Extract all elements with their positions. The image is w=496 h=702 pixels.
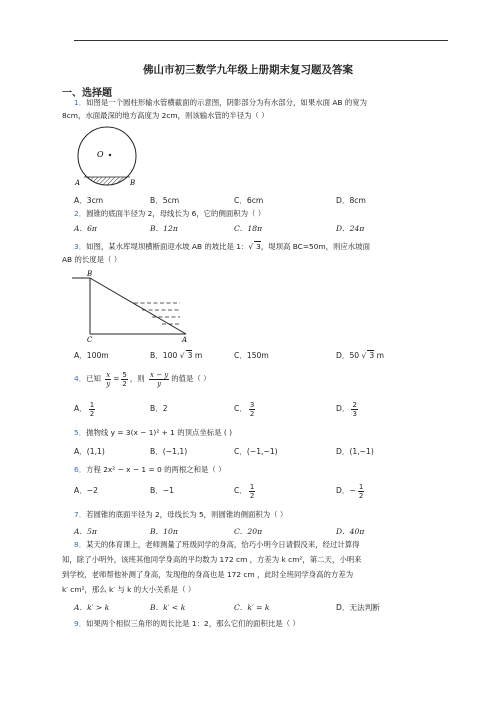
q2-number: 2． <box>74 209 87 218</box>
q2-option-b[interactable]: B．12π <box>150 224 178 233</box>
fig-label-a: A <box>75 179 81 187</box>
q7-option-b[interactable]: B．10π <box>150 527 178 536</box>
q3-option-d[interactable]: D．50 √ 3 m <box>336 351 385 360</box>
q8-text-1: 某天的体育课上，老师测量了班级同学的身高，恰巧小明今日请假没来，经过计算得 <box>86 540 360 549</box>
q7-number: 7． <box>74 510 87 519</box>
q5-option-b[interactable]: B．(−1,1) <box>150 447 188 456</box>
q6-line <box>74 465 226 475</box>
q2-text: 圆锥的底面半径为 2，母线长为 6，它的侧面积为（ ） <box>86 209 266 218</box>
q3-text-b: ，堤坝高 BC=50m，则应水坡面 <box>260 242 370 251</box>
pipe-circle <box>78 127 136 185</box>
q2-option-c[interactable]: C．18π <box>234 224 263 233</box>
fig-label-o: O <box>97 150 104 159</box>
q8-option-c[interactable]: C．k′ = k <box>234 603 270 612</box>
q5-line <box>74 428 232 438</box>
q3-option-a[interactable]: A．100m <box>74 351 109 360</box>
q2-line <box>74 209 265 219</box>
q9-line <box>74 619 300 629</box>
q8-line1 <box>74 540 360 550</box>
q6-text: 方程 2x² − x − 1 = 0 的两根之和是（ ） <box>86 465 226 474</box>
q4-option-d[interactable]: D． $\frac{2}{3}$ <box>336 400 357 418</box>
fig-label-b: B <box>87 270 93 278</box>
q5-option-d[interactable]: D．(1,−1) <box>336 447 374 456</box>
q8-line3: 到学校，老师帮他补测了身高，发现他的身高也是 172 cm ，此时全班同学身高的方差为 <box>62 570 354 579</box>
header-rule <box>74 40 448 41</box>
q4-number: 4． <box>74 374 87 383</box>
q1-text-1: 如图是一个圆柱形输水管横截面的示意图，阴影部分为有水部分，如果水面 AB 的宽为 <box>86 98 367 107</box>
fig-label-c: C <box>87 336 93 342</box>
q1-line1 <box>74 98 367 108</box>
fig-label-b: B <box>130 179 136 187</box>
dam-slope-ab <box>90 278 186 334</box>
center-point <box>109 154 111 156</box>
q6-option-b[interactable]: B．−1 <box>150 486 174 495</box>
q1-number: 1． <box>74 98 87 107</box>
q2-option-d[interactable]: D．24π <box>336 224 365 233</box>
q3-figure <box>72 268 202 342</box>
q3-text-a: 如图，某水库堤坝横断面迎水坡 AB 的坡比是 1： <box>86 242 249 251</box>
q4-option-a[interactable]: A． $\frac{1}{2}$ <box>74 400 95 418</box>
q7-option-c[interactable]: C．20π <box>234 527 263 536</box>
q9-text: 如果两个相似三角形的周长比是 1：2，那么它们的面积比是（ ） <box>86 619 300 628</box>
q6-number: 6． <box>74 465 87 474</box>
q8-option-a[interactable]: A．k′ > k <box>74 603 110 612</box>
water-lines <box>134 303 180 324</box>
q3-option-c[interactable]: C．150m <box>234 351 269 360</box>
q6-option-c[interactable]: C． $\frac{1}{2}$ <box>234 482 255 500</box>
q1-line2: 8cm，水面最深的地方高度为 2cm，则该输水管的半径为（ ） <box>62 111 269 120</box>
q4-frac-expr: $\frac{x - y}{y}$ <box>150 370 169 388</box>
q5-option-c[interactable]: C．(−1,−1) <box>234 447 278 456</box>
q6-option-a[interactable]: A．−2 <box>74 486 98 495</box>
q6-option-d[interactable]: D．− $\frac{1}{2}$ <box>336 482 364 500</box>
q3-sqrt: 3 <box>256 242 261 251</box>
q2-option-a[interactable]: A．6π <box>74 224 97 233</box>
q3-number: 3． <box>74 242 87 251</box>
page-title: 佛山市初三数学九年级上册期末复习题及答案 <box>143 64 353 76</box>
q1-option-c[interactable]: C．6cm <box>234 196 264 205</box>
q1-option-d[interactable]: D．8cm <box>336 196 366 205</box>
q5-number: 5． <box>74 428 87 437</box>
q4-frac-xy: $\frac{x}{y}$ <box>106 370 111 388</box>
q8-line2: 知，除了小明外，该班其他同学身高的平均数为 172 cm ，方差为 k cm²，第二天，小明来 <box>62 555 362 564</box>
q7-option-a[interactable]: A．5π <box>74 527 97 536</box>
q8-option-d[interactable]: D．无法判断 <box>336 603 380 612</box>
q4-line: 4．已知 $\frac{x}{y}$ = $\frac{5}{2}$ ，则 $\frac{x - y}{y}$ 的值是（ ） <box>74 370 211 388</box>
q9-number: 9． <box>74 619 87 628</box>
q7-text: 若圆锥的底面半径为 2，母线长为 5，则圆锥的侧面积为（ ） <box>86 510 288 519</box>
q7-option-d[interactable]: D．40π <box>336 527 365 536</box>
q4-frac-52: $\frac{5}{2}$ <box>122 370 127 388</box>
q8-number: 8． <box>74 540 87 549</box>
q3-line2: AB 的长度是（ ） <box>62 255 122 264</box>
q8-option-b[interactable]: B．k′ < k <box>150 603 186 612</box>
water-region <box>70 177 150 192</box>
q4-option-c[interactable]: C． $\frac{3}{2}$ <box>234 400 255 418</box>
q3-line1: 3．如图，某水库堤坝横断面迎水坡 AB 的坡比是 1：√ 3，堤坝高 BC=50m，则应水坡面 <box>74 242 370 251</box>
q1-option-b[interactable]: B．5cm <box>150 196 180 205</box>
q5-text: 抛物线 y = 3(x − 1)² + 1 的顶点坐标是 ( ) <box>86 428 233 437</box>
q1-figure <box>70 124 150 192</box>
q8-line4: k′ cm²，那么 k′ 与 k 的大小关系是（ ） <box>62 585 196 594</box>
q1-option-a[interactable]: A．3cm <box>74 196 104 205</box>
q4-option-b[interactable]: B．2 <box>150 404 168 413</box>
section-heading: 一、选择题 <box>62 88 112 99</box>
q7-line <box>74 510 287 520</box>
fig-label-a: A <box>182 336 188 342</box>
q3-option-b[interactable]: B．100 √ 3 m <box>150 351 203 360</box>
q5-option-a[interactable]: A．(1,1) <box>74 447 105 456</box>
